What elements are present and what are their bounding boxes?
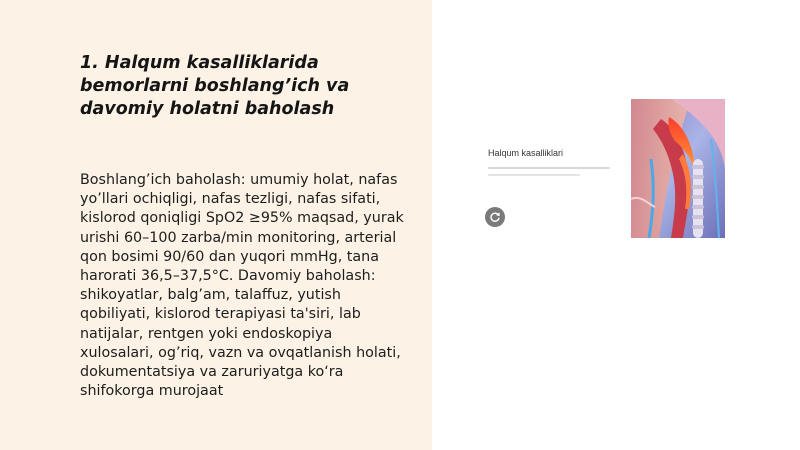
slide-title: 1. Halqum kasalliklarida bemorlarni boshlang’ich va davomiy holatni baholash (80, 53, 350, 119)
media-panel (432, 0, 800, 450)
throat-anatomy-illustration (631, 99, 725, 238)
reload-icon[interactable] (485, 207, 505, 227)
slide-body: Boshlang’ich baholash: umumiy holat, nafas yo’llari ochiqligi, nafas tezligi, nafas sifati, kislorod qoniqligi SpO2 ≥95% maqsad, yurak urishi 60–100 zarba/min monitoring, arterial qon bosimi 90/60 dan yuqori mmHg, tana harorati 36,5–37,5°C. Davomiy baholash: shikoyatlar, balg’am, talaffuz, yutish qobiliyati, kislorod terapiyasi ta'siri, lab natijalar, rentgen yoki endoskopiya xulosalari, og’riq, vazn va ovqatlanish holati, dokumentatsiya va zaruriyatga ko‘ra shifokorga murojaat (80, 172, 404, 400)
placeholder-line (488, 167, 610, 169)
widget-label: Halqum kasalliklari (488, 148, 564, 158)
placeholder-line (488, 174, 580, 176)
